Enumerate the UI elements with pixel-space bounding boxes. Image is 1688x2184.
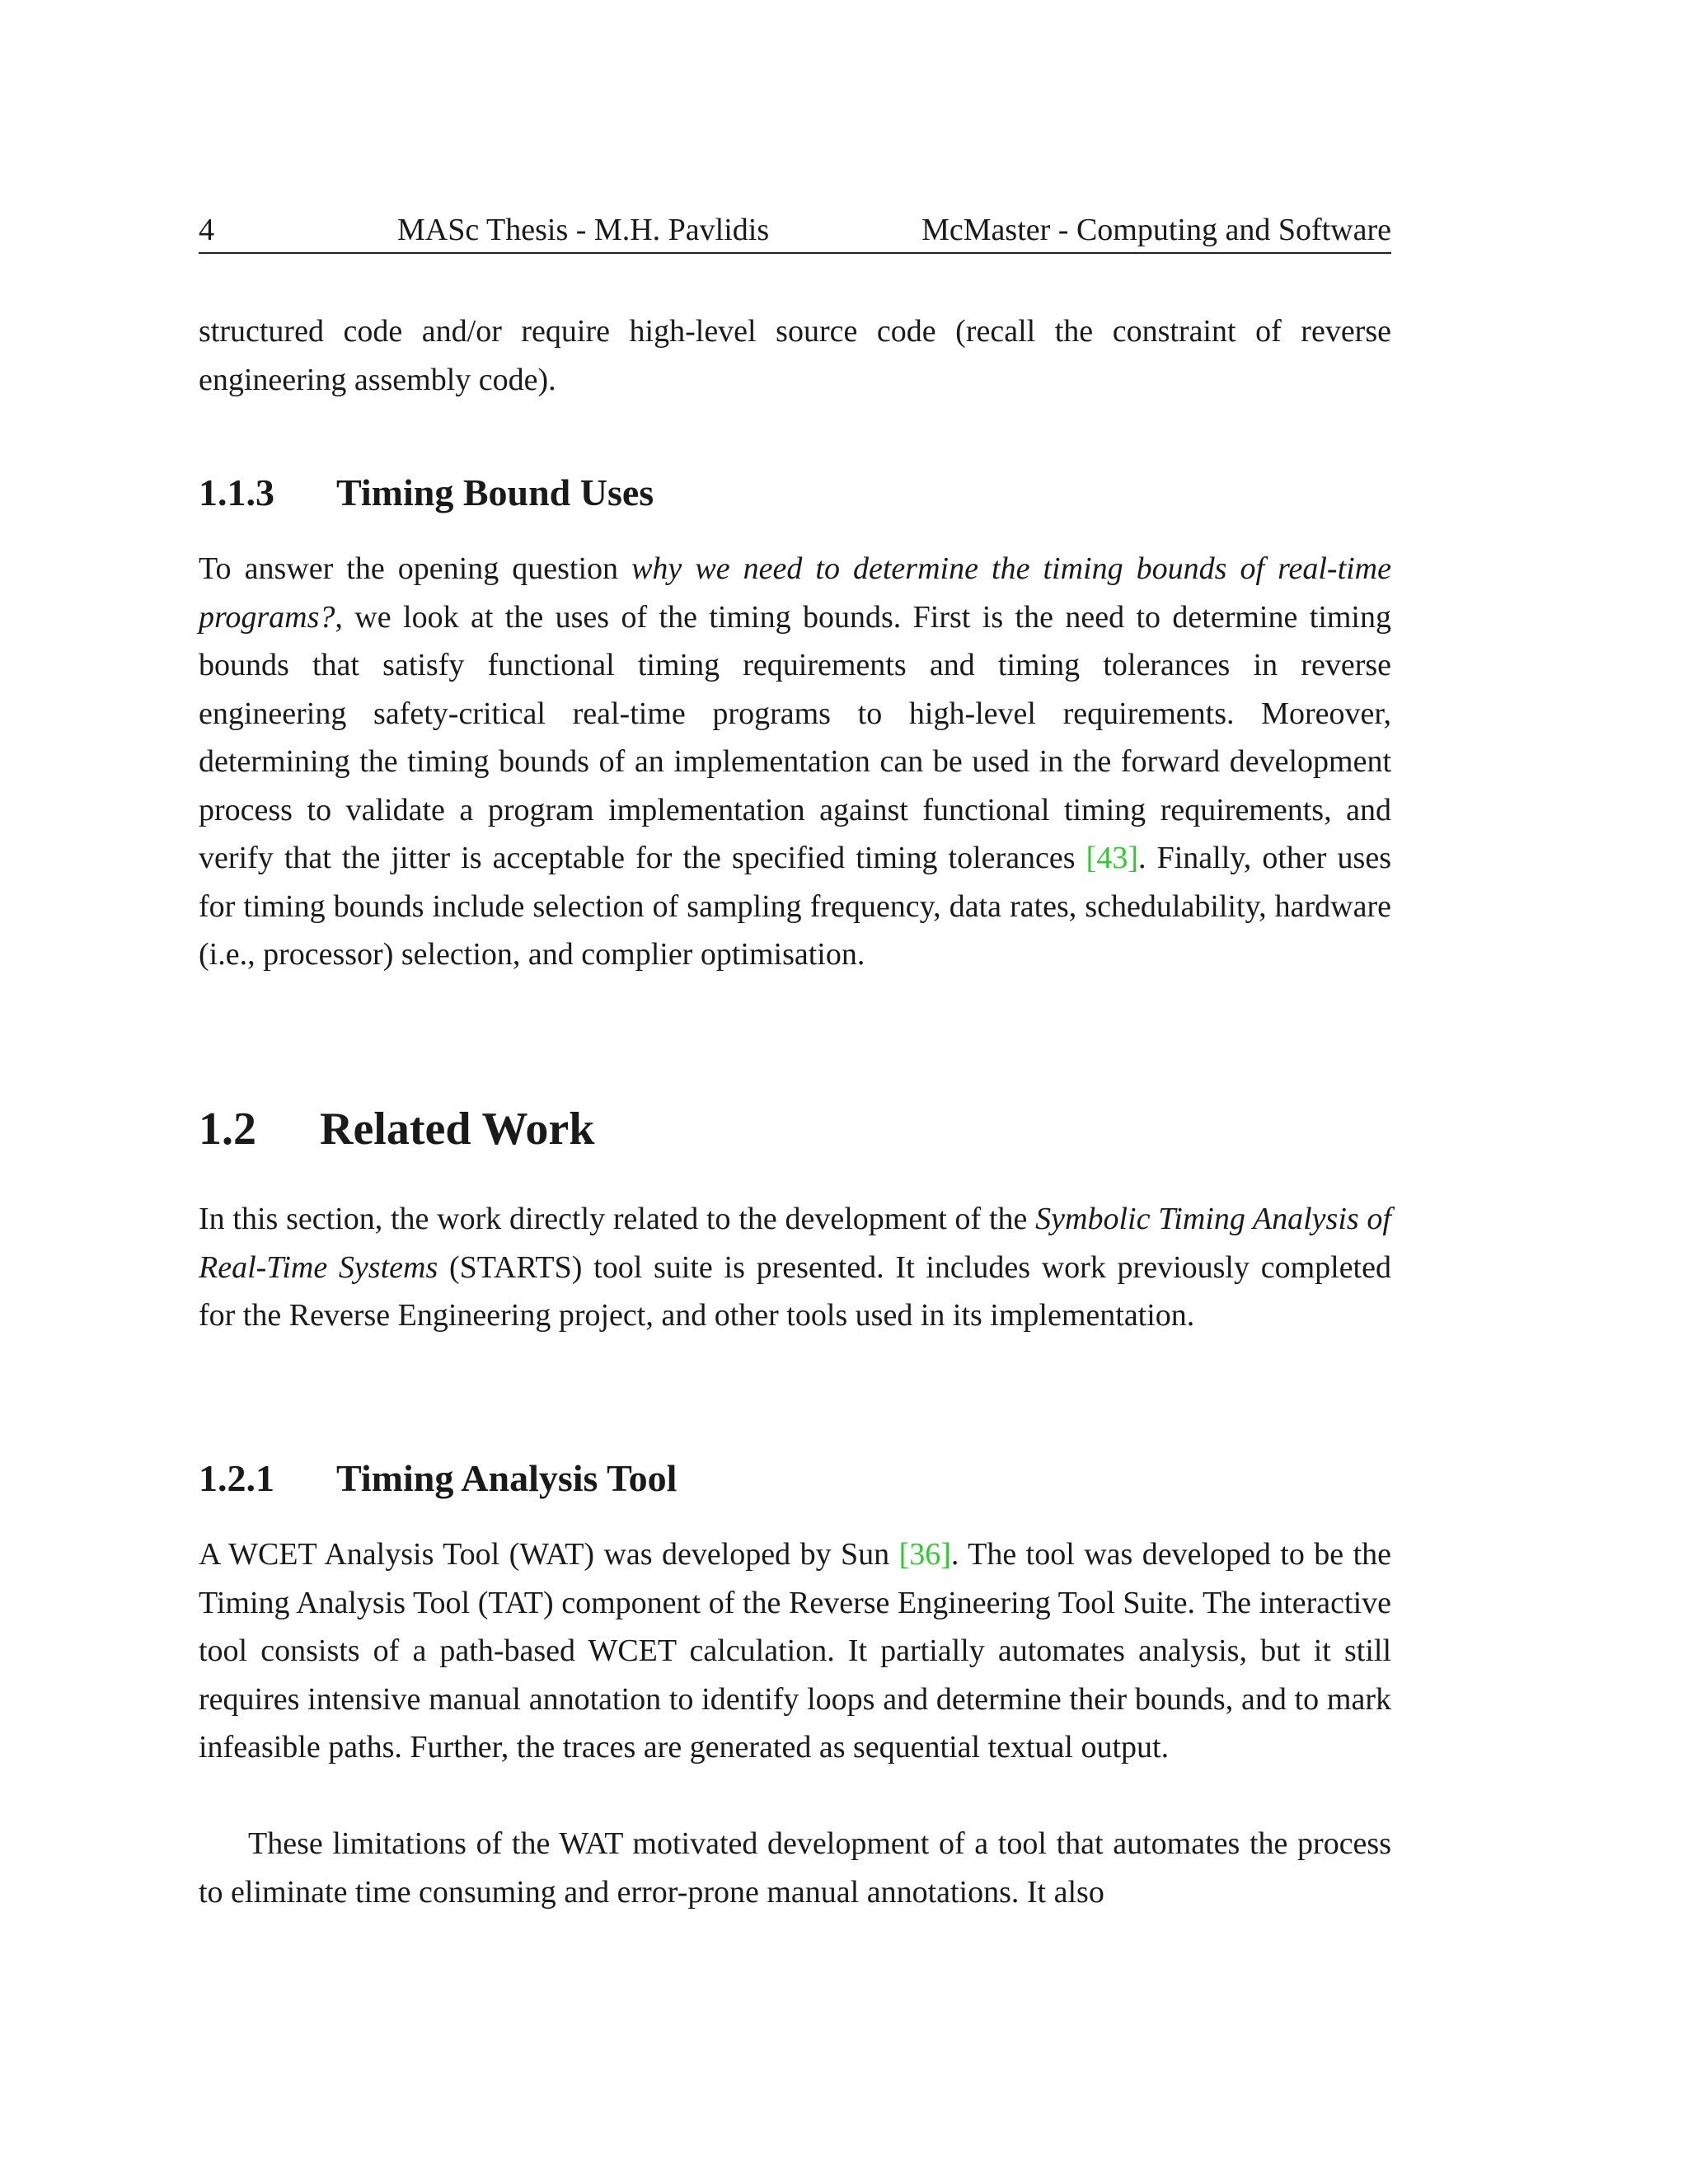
- citation-link-36[interactable]: [36]: [898, 1537, 951, 1572]
- page-number: 4: [199, 213, 214, 247]
- limitations-paragraph: These limitations of the WAT motivated development of a tool that automates the process to eliminate time consuming and error-prone manual annotations. It also: [199, 1826, 1391, 1910]
- paragraph-text: To answer the opening question: [199, 551, 632, 586]
- header-affiliation: McMaster - Computing and Software: [921, 213, 1391, 247]
- section-title: Timing Analysis Tool: [336, 1457, 678, 1499]
- timing-analysis-tool-paragraph: [199, 1530, 1391, 1772]
- continued-paragraph: structured code and/or require high-level source code (recall the constraint of reverse engineering assembly code).: [199, 314, 1391, 397]
- subsection-heading-timing-bound-uses: [199, 468, 654, 518]
- paragraph-text: (STARTS) tool suite is presented. It includes work previously completed for the Reverse Engineering project, and other tools used in its implementation.: [199, 1249, 1391, 1333]
- section-heading-related-work: [199, 1100, 594, 1158]
- running-header: [199, 208, 1391, 254]
- section-number: 1.1.3: [199, 471, 274, 513]
- subsection-heading-timing-analysis-tool: [199, 1454, 677, 1503]
- paragraph-text: A WCET Analysis Tool (WAT) was developed by Sun: [199, 1537, 899, 1572]
- timing-bound-uses-paragraph: [199, 545, 1391, 979]
- paragraph-text: . Finally, other uses for timing bounds include selection of sampling frequency, data rates, schedulability, hardware (i.e., processor) selection, and complier optimisation.: [199, 841, 1391, 972]
- section-number: 1.2.1: [199, 1457, 274, 1499]
- section-title: Related Work: [320, 1104, 595, 1155]
- paragraph-text: , we look at the uses of the timing bounds. First is the need to determine timing bounds that satisfy functional timing requirements and timing tolerances in reverse engineering safety-critical real-time programs to high-level requirements. Moreover, determining the timing bounds of an implementation can be used in the forward development process to validate a program implementation against functional timing requirements, and verify that the jitter is acceptable for the specified timing tolerances: [199, 599, 1391, 875]
- paragraph-text: In this section, the work directly related to the development of the: [199, 1202, 1036, 1236]
- starts-name-italic: Symbolic Timing Analysis of Real-Time Systems: [199, 1202, 1391, 1285]
- paragraph-text: . The tool was developed to be the Timing Analysis Tool (TAT) component of the Reverse Engineering Tool Suite. The interactive tool consists of a path-based WCET calculation. It partially automates analysis, but it still requires intensive manual annotation to identify loops and determine their bounds, and to mark infeasible paths. Further, the traces are generated as sequential textual output.: [199, 1537, 1392, 1765]
- header-title: MASc Thesis - M.H. Pavlidis: [397, 213, 770, 247]
- related-work-paragraph: [199, 1195, 1391, 1340]
- section-title: Timing Bound Uses: [336, 471, 654, 513]
- citation-link-43[interactable]: [43]: [1085, 841, 1138, 875]
- section-number: 1.2: [199, 1104, 256, 1155]
- opening-question-italic: why we need to determine the timing bounds of real-time programs?: [199, 551, 1391, 635]
